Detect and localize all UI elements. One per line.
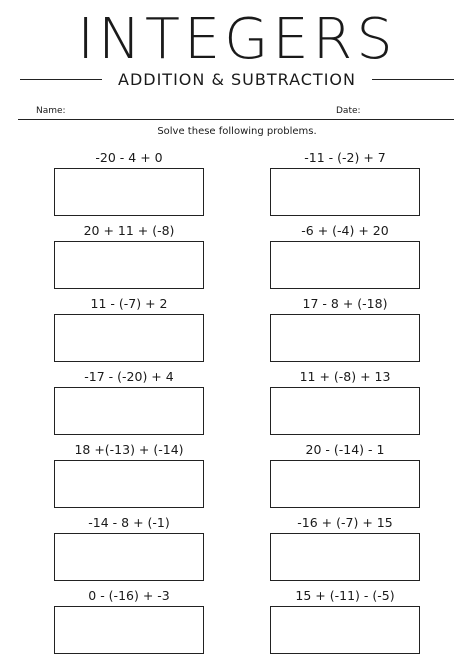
problem-expression: 20 - (-14) - 1 <box>305 442 385 457</box>
problem-right-2 <box>270 223 420 289</box>
problem-expression: 0 - (-16) + -3 <box>88 588 170 603</box>
answer-box[interactable] <box>270 168 420 216</box>
answer-box[interactable] <box>54 241 204 289</box>
problem-left-7 <box>54 588 204 654</box>
problem-right-6 <box>270 515 420 581</box>
problem-left-1 <box>54 150 204 216</box>
answer-box[interactable] <box>54 460 204 508</box>
answer-box[interactable] <box>270 606 420 654</box>
instructions: Solve these following problems. <box>157 126 317 137</box>
subtitle-row <box>0 68 474 92</box>
problem-left-6 <box>54 515 204 581</box>
answer-box[interactable] <box>270 241 420 289</box>
problem-expression: 11 + (-8) + 13 <box>299 369 391 384</box>
problem-right-4 <box>270 369 420 435</box>
name-date-row <box>18 104 454 120</box>
name-date-line[interactable] <box>18 119 454 120</box>
worksheet-subtitle: ADDITION & SUBTRACTION <box>118 70 356 89</box>
problem-right-3 <box>270 296 420 362</box>
answer-box[interactable] <box>270 314 420 362</box>
problem-left-4 <box>54 369 204 435</box>
problem-expression: 15 + (-11) - (-5) <box>295 588 395 603</box>
answer-box[interactable] <box>54 533 204 581</box>
problem-expression: 11 - (-7) + 2 <box>90 296 168 311</box>
problem-expression: -16 + (-7) + 15 <box>297 515 393 530</box>
answer-box[interactable] <box>54 387 204 435</box>
problem-right-7 <box>270 588 420 654</box>
subtitle-left-rule <box>20 79 102 80</box>
problem-expression: -11 - (-2) + 7 <box>304 150 386 165</box>
problem-expression: -20 - 4 + 0 <box>95 150 163 165</box>
answer-box[interactable] <box>270 533 420 581</box>
problem-expression: -14 - 8 + (-1) <box>88 515 170 530</box>
subtitle-right-rule <box>372 79 454 80</box>
problem-expression: -6 + (-4) + 20 <box>301 223 389 238</box>
date-label: Date: <box>336 106 361 116</box>
problem-expression: 17 - 8 + (-18) <box>302 296 388 311</box>
problem-right-5 <box>270 442 420 508</box>
problem-left-5 <box>54 442 204 508</box>
problem-left-3 <box>54 296 204 362</box>
problem-expression: 18 +(-13) + (-14) <box>74 442 184 457</box>
answer-box[interactable] <box>270 387 420 435</box>
name-label: Name: <box>36 106 66 116</box>
answer-box[interactable] <box>54 168 204 216</box>
problem-expression: -17 - (-20) + 4 <box>84 369 174 384</box>
answer-box[interactable] <box>54 606 204 654</box>
answer-box[interactable] <box>54 314 204 362</box>
problem-right-1 <box>270 150 420 216</box>
answer-box[interactable] <box>270 460 420 508</box>
problem-left-2 <box>54 223 204 289</box>
problem-expression: 20 + 11 + (-8) <box>83 223 175 238</box>
worksheet-title: INTEGERS <box>77 7 397 72</box>
